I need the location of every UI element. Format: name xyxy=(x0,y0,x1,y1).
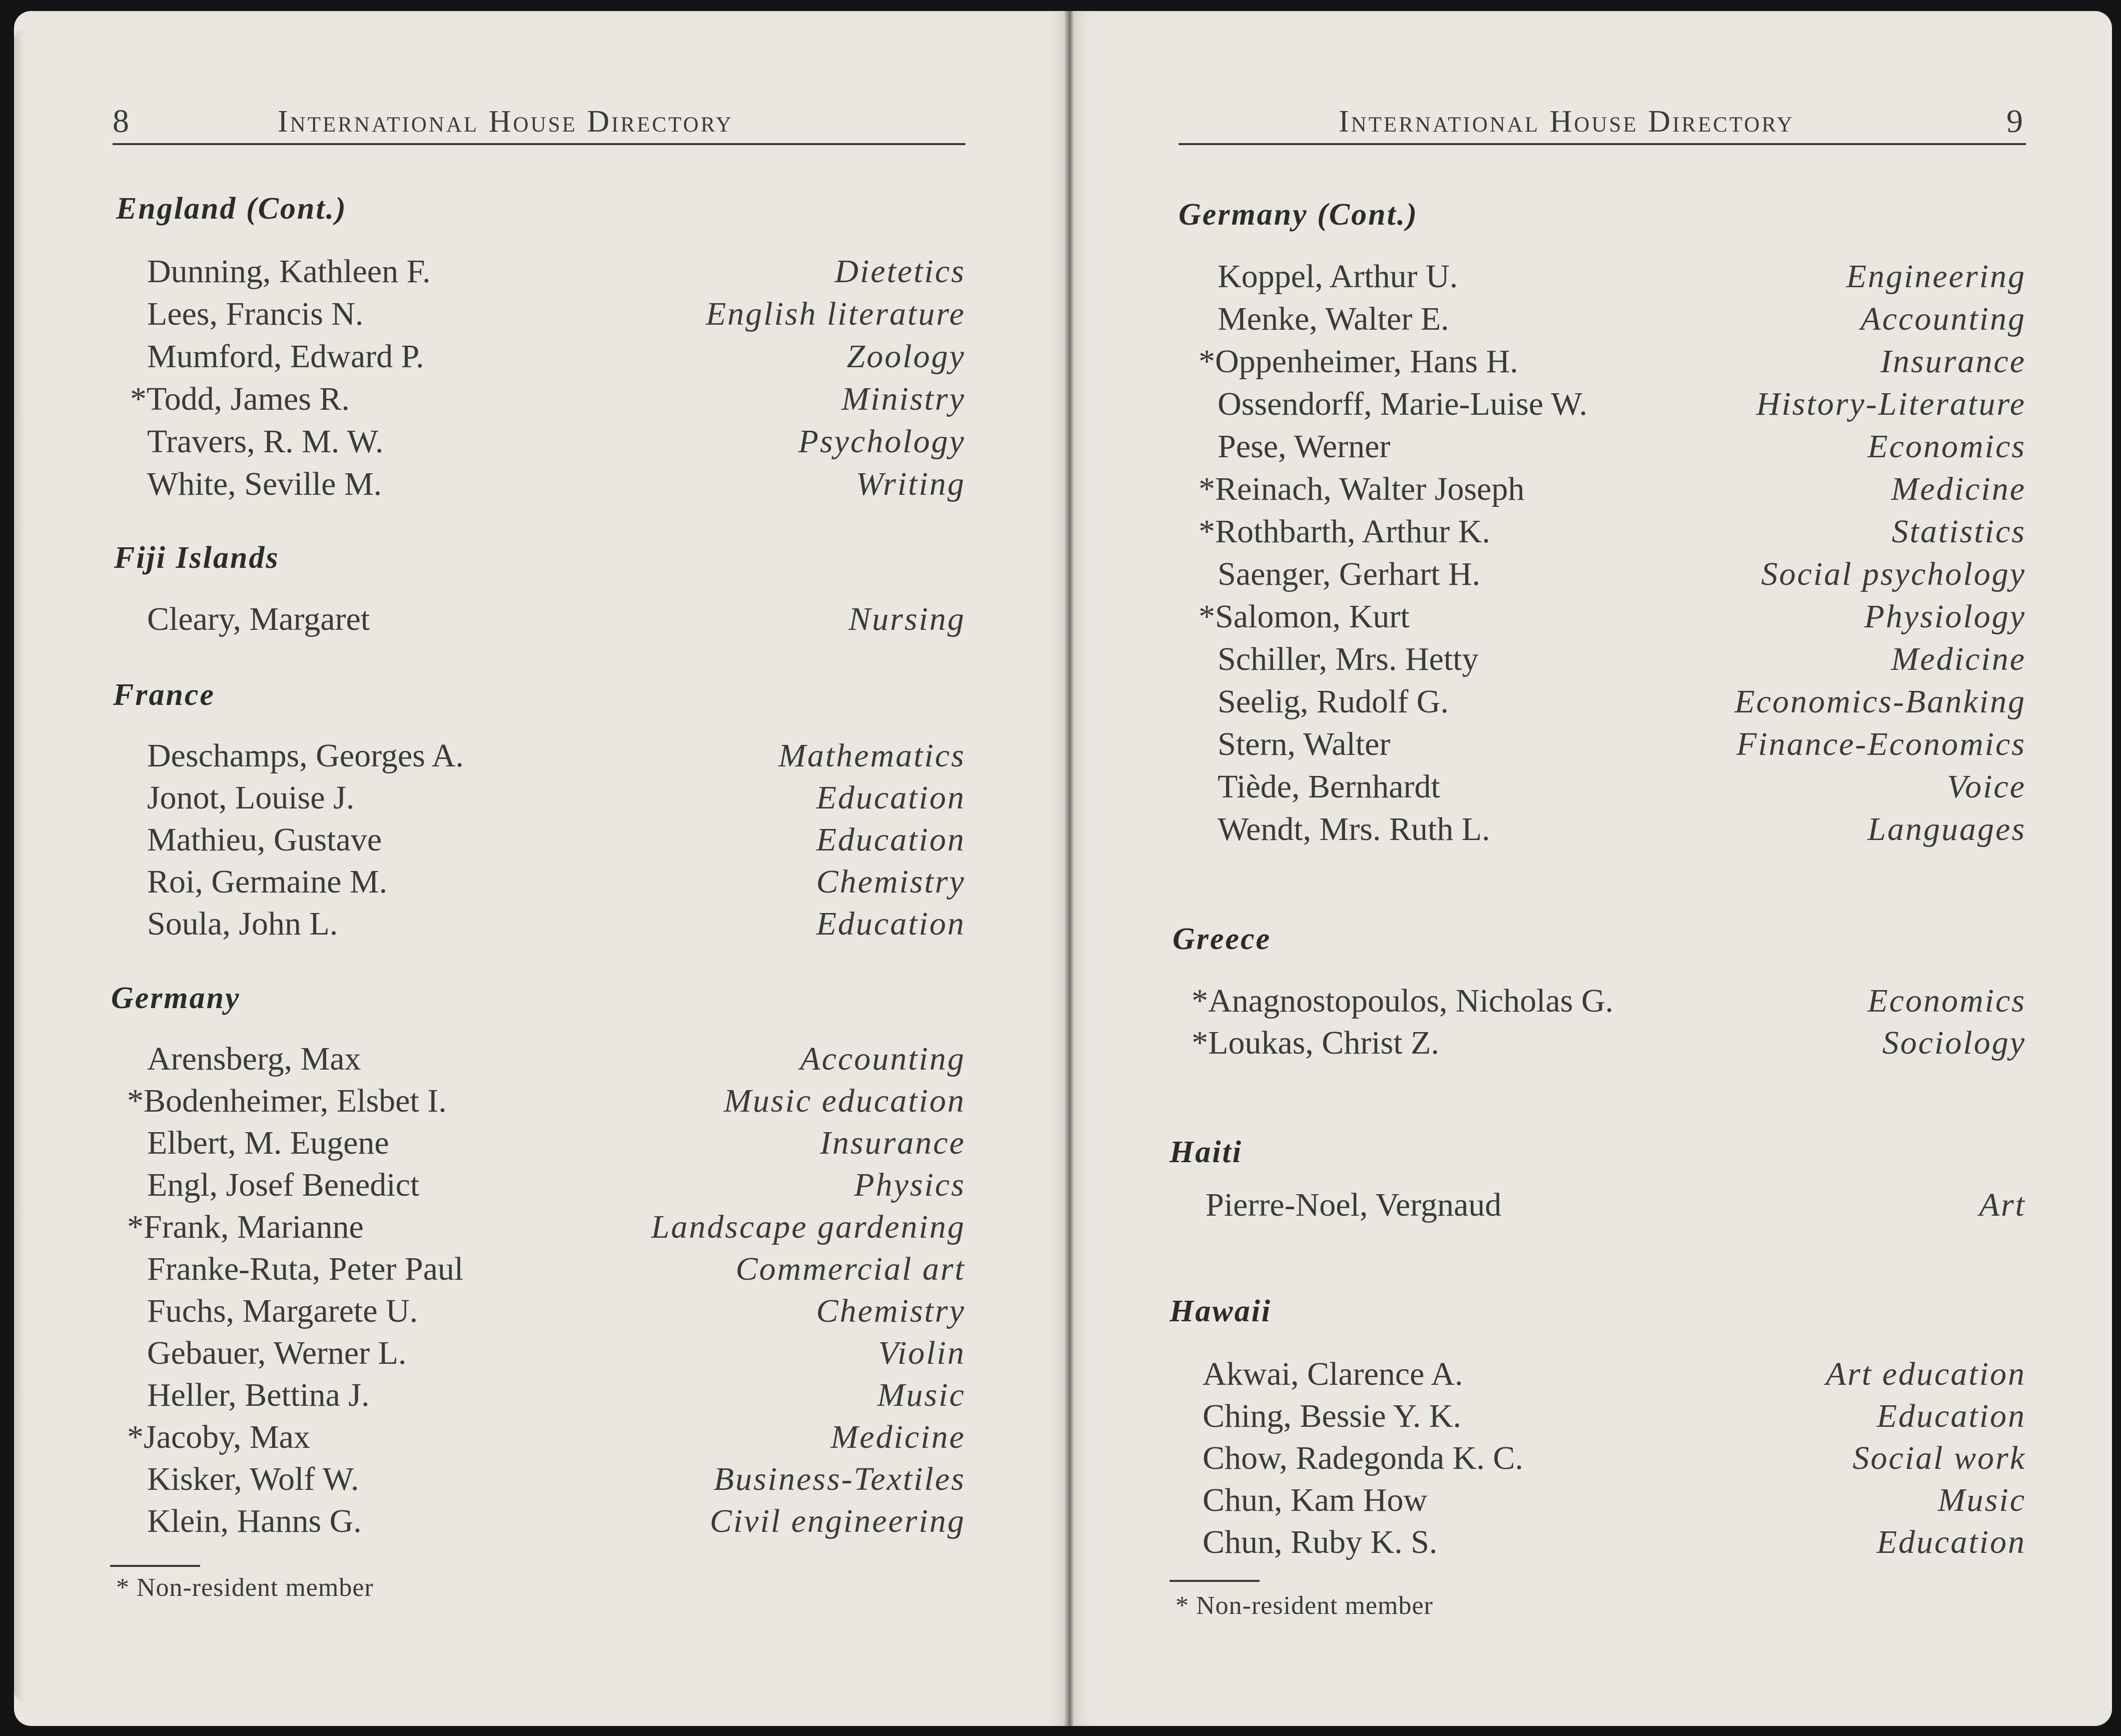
footnote-rule xyxy=(110,1565,200,1567)
directory-entry xyxy=(120,1206,965,1248)
directory-entry xyxy=(120,1290,965,1332)
member-subject: Social work xyxy=(1852,1440,2026,1476)
member-name: Roi, Germaine M. xyxy=(147,863,388,900)
directory-entry xyxy=(1191,1479,2026,1521)
member-name: Heller, Bettina J. xyxy=(147,1377,370,1413)
member-name: Mathieu, Gustave xyxy=(147,821,382,858)
member-name: Elbert, M. Eugene xyxy=(147,1125,389,1161)
directory-entry xyxy=(1191,808,2026,850)
member-subject: Music education xyxy=(723,1083,965,1119)
directory-entry xyxy=(120,1332,965,1374)
member-subject: Art education xyxy=(1825,1356,2026,1392)
directory-entry xyxy=(1191,510,2026,553)
country-heading: Greece xyxy=(1173,922,1271,956)
book-gutter xyxy=(1065,11,1074,1726)
member-subject: Mathematics xyxy=(778,737,965,774)
member-name: Pierre-Noel, Vergnaud xyxy=(1206,1187,1502,1223)
directory-entry xyxy=(120,463,965,505)
directory-entry xyxy=(1191,680,2026,723)
member-subject: Commercial art xyxy=(735,1251,965,1287)
member-name: Seelig, Rudolf G. xyxy=(1218,683,1449,720)
directory-entry xyxy=(1191,1022,2026,1064)
member-name: Arensberg, Max xyxy=(147,1041,361,1077)
member-subject: Violin xyxy=(878,1335,965,1371)
directory-entry xyxy=(120,293,965,335)
directory-entry xyxy=(120,1374,965,1416)
member-subject: Music xyxy=(1937,1482,2026,1518)
directory-entry xyxy=(120,335,965,378)
member-subject: Social psychology xyxy=(1761,556,2026,592)
member-name: Cleary, Margaret xyxy=(147,601,370,637)
member-subject: Education xyxy=(1876,1524,2026,1560)
member-name: Fuchs, Margarete U. xyxy=(147,1293,418,1329)
member-subject: Physics xyxy=(854,1167,965,1203)
member-subject: Physiology xyxy=(1864,598,2026,635)
member-name: *Rothbarth, Arthur K. xyxy=(1199,513,1490,550)
directory-entry xyxy=(120,420,965,463)
member-name: Chun, Ruby K. S. xyxy=(1203,1524,1438,1560)
directory-entry xyxy=(1191,1184,2026,1226)
member-subject: Insurance xyxy=(1880,343,2026,380)
member-subject: History-Literature xyxy=(1756,386,2026,422)
footnote-rule xyxy=(1170,1580,1260,1582)
directory-entry xyxy=(120,860,965,903)
directory-entry xyxy=(1191,383,2026,425)
directory-entry xyxy=(120,1122,965,1164)
member-name: Travers, R. M. W. xyxy=(147,423,384,460)
member-name: *Jacoby, Max xyxy=(127,1419,310,1455)
member-subject: Languages xyxy=(1867,811,2026,847)
directory-entry xyxy=(1191,723,2026,765)
member-subject: English literature xyxy=(705,296,965,332)
directory-entry xyxy=(1191,1395,2026,1437)
directory-entry xyxy=(120,1416,965,1458)
member-name: *Anagnostopoulos, Nicholas G. xyxy=(1192,983,1614,1019)
directory-entry xyxy=(1191,553,2026,595)
member-name: Menke, Walter E. xyxy=(1218,301,1449,337)
member-name: Saenger, Gerhart H. xyxy=(1218,556,1481,592)
directory-entry xyxy=(120,776,965,819)
member-subject: Education xyxy=(1876,1398,2026,1434)
member-subject: Sociology xyxy=(1882,1025,2026,1061)
member-subject: Economics xyxy=(1867,428,2026,465)
directory-entry xyxy=(1191,255,2026,298)
member-subject: Education xyxy=(816,779,965,816)
member-name: *Salomon, Kurt xyxy=(1199,598,1410,635)
directory-entry xyxy=(1191,468,2026,510)
member-subject: Civil engineering xyxy=(709,1503,965,1539)
directory-entry xyxy=(120,1164,965,1206)
member-name: Akwai, Clarence A. xyxy=(1203,1356,1463,1392)
directory-entry xyxy=(1191,980,2026,1022)
member-subject: Nursing xyxy=(848,601,965,637)
member-subject: Landscape gardening xyxy=(651,1209,965,1245)
country-heading: Germany (Cont.) xyxy=(1179,198,1418,232)
member-name: Franke-Ruta, Peter Paul xyxy=(147,1251,464,1287)
member-name: Pese, Werner xyxy=(1218,428,1391,465)
directory-entry xyxy=(120,1458,965,1500)
member-subject: Dietetics xyxy=(834,253,965,290)
directory-entry xyxy=(120,1080,965,1122)
member-name: Ching, Bessie Y. K. xyxy=(1203,1398,1462,1434)
member-name: Ossendorff, Marie-Luise W. xyxy=(1218,386,1588,422)
member-name: Wendt, Mrs. Ruth L. xyxy=(1218,811,1490,847)
member-name: Kisker, Wolf W. xyxy=(147,1461,359,1497)
right-page-header xyxy=(1179,100,2026,145)
member-subject: Art xyxy=(1979,1187,2026,1223)
member-subject: Medicine xyxy=(1891,641,2026,677)
country-heading: Germany xyxy=(111,981,241,1015)
member-name: Deschamps, Georges A. xyxy=(147,737,464,774)
directory-entry xyxy=(120,378,965,420)
directory-entry xyxy=(120,903,965,945)
directory-entry xyxy=(120,1038,965,1080)
directory-entry xyxy=(120,1248,965,1290)
member-name: Koppel, Arthur U. xyxy=(1218,258,1458,295)
member-subject: Psychology xyxy=(798,423,965,460)
directory-entry xyxy=(120,250,965,293)
member-name: *Loukas, Christ Z. xyxy=(1192,1025,1439,1061)
member-name: Lees, Francis N. xyxy=(147,296,364,332)
directory-entry xyxy=(1191,595,2026,638)
member-name: Schiller, Mrs. Hetty xyxy=(1218,641,1479,677)
directory-entry xyxy=(1191,1521,2026,1563)
member-name: *Reinach, Walter Joseph xyxy=(1199,471,1525,507)
member-subject: Business-Textiles xyxy=(713,1461,965,1497)
directory-entry xyxy=(1191,425,2026,468)
member-subject: Medicine xyxy=(1891,471,2026,507)
running-title: International House Directory xyxy=(278,104,733,139)
member-subject: Accounting xyxy=(1860,301,2026,337)
member-subject: Finance-Economics xyxy=(1736,726,2026,762)
member-subject: Education xyxy=(816,821,965,858)
member-name: Chun, Kam How xyxy=(1203,1482,1428,1518)
member-subject: Medicine xyxy=(830,1419,965,1455)
member-name: Stern, Walter xyxy=(1218,726,1391,762)
directory-entry xyxy=(1191,765,2026,808)
member-subject: Education xyxy=(816,906,965,942)
member-name: Chow, Radegonda K. C. xyxy=(1203,1440,1523,1476)
member-subject: Insurance xyxy=(820,1125,965,1161)
country-heading: France xyxy=(113,678,215,712)
member-name: Soula, John L. xyxy=(147,906,338,942)
member-subject: Statistics xyxy=(1891,513,2026,550)
left-page-header xyxy=(113,100,965,145)
member-name: *Oppenheimer, Hans H. xyxy=(1199,343,1518,380)
page-edge xyxy=(14,30,25,1701)
member-subject: Writing xyxy=(855,466,965,502)
member-name: Dunning, Kathleen F. xyxy=(147,253,431,290)
member-subject: Zoology xyxy=(846,338,965,375)
member-name: Klein, Hanns G. xyxy=(147,1503,362,1539)
member-subject: Economics-Banking xyxy=(1734,683,2026,720)
page-number: 8 xyxy=(113,103,129,140)
member-name: Engl, Josef Benedict xyxy=(147,1167,420,1203)
member-subject: Engineering xyxy=(1846,258,2026,295)
member-subject: Voice xyxy=(1947,768,2026,805)
member-name: *Todd, James R. xyxy=(130,381,350,417)
member-subject: Accounting xyxy=(800,1041,965,1077)
country-heading: Haiti xyxy=(1170,1135,1243,1169)
directory-entry xyxy=(1191,1437,2026,1479)
directory-entry xyxy=(120,1500,965,1542)
member-name: Gebauer, Werner L. xyxy=(147,1335,407,1371)
directory-entry xyxy=(1191,1353,2026,1395)
member-name: Mumford, Edward P. xyxy=(147,338,424,375)
footnote: * Non-resident member xyxy=(116,1573,374,1602)
directory-entry xyxy=(1191,638,2026,680)
member-subject: Music xyxy=(877,1377,965,1413)
directory-entry xyxy=(1191,298,2026,340)
directory-entry xyxy=(1191,340,2026,383)
member-name: Jonot, Louise J. xyxy=(147,779,355,816)
member-subject: Chemistry xyxy=(816,863,965,900)
country-heading: England (Cont.) xyxy=(116,192,347,226)
country-heading: Hawaii xyxy=(1170,1294,1272,1328)
country-heading: Fiji Islands xyxy=(114,541,280,575)
member-subject: Chemistry xyxy=(816,1293,965,1329)
directory-entry xyxy=(120,818,965,861)
member-name: *Bodenheimer, Elsbet I. xyxy=(127,1083,447,1119)
running-title: International House Directory xyxy=(1339,104,1794,139)
directory-entry xyxy=(120,598,965,640)
member-name: *Frank, Marianne xyxy=(127,1209,364,1245)
directory-entry xyxy=(120,734,965,777)
member-subject: Ministry xyxy=(841,381,965,417)
member-name: White, Seville M. xyxy=(147,466,382,502)
member-name: Tiède, Bernhardt xyxy=(1218,768,1440,805)
footnote: * Non-resident member xyxy=(1176,1591,1433,1620)
page-number: 9 xyxy=(2006,103,2023,140)
member-subject: Economics xyxy=(1867,983,2026,1019)
